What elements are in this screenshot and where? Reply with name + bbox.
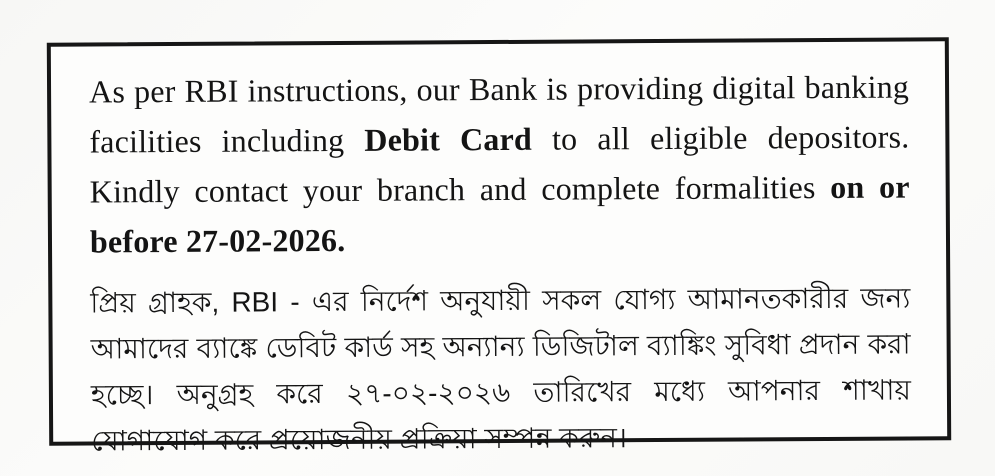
english-text-part2: to all eligible depositors. Kindly contact your branch and complete formalities (89, 118, 910, 210)
bold-deadline: on or before 27-02-2026. (89, 168, 910, 260)
english-text-part1: As per RBI instructions, our Bank is providing digital banking facilities including (88, 68, 910, 160)
notice-box (47, 37, 951, 457)
bengali-paragraph: প্রিয় গ্রাহক, RBI - এর নির্দেশ অনুযায়ী সকল যোগ্য আমানতকারীর জন্য আমাদের ব্যাঙ্কে ডেবিট কার্ড সহ অন্যান্য ডিজিটাল ব্যাঙ্কিং সুবিধা প্রদান করা হচ্ছে। অনুগ্রহ করে ২৭-০২-২০২৬ তারিখের মধ্যে আপনার শাখায় যোগাযোগ করে প্রয়োজনীয় প্রক্রিয়া সম্পন্ন করুন। (90, 282, 912, 457)
english-paragraph (89, 61, 910, 266)
bold-debit-card: Debit Card (364, 120, 533, 158)
